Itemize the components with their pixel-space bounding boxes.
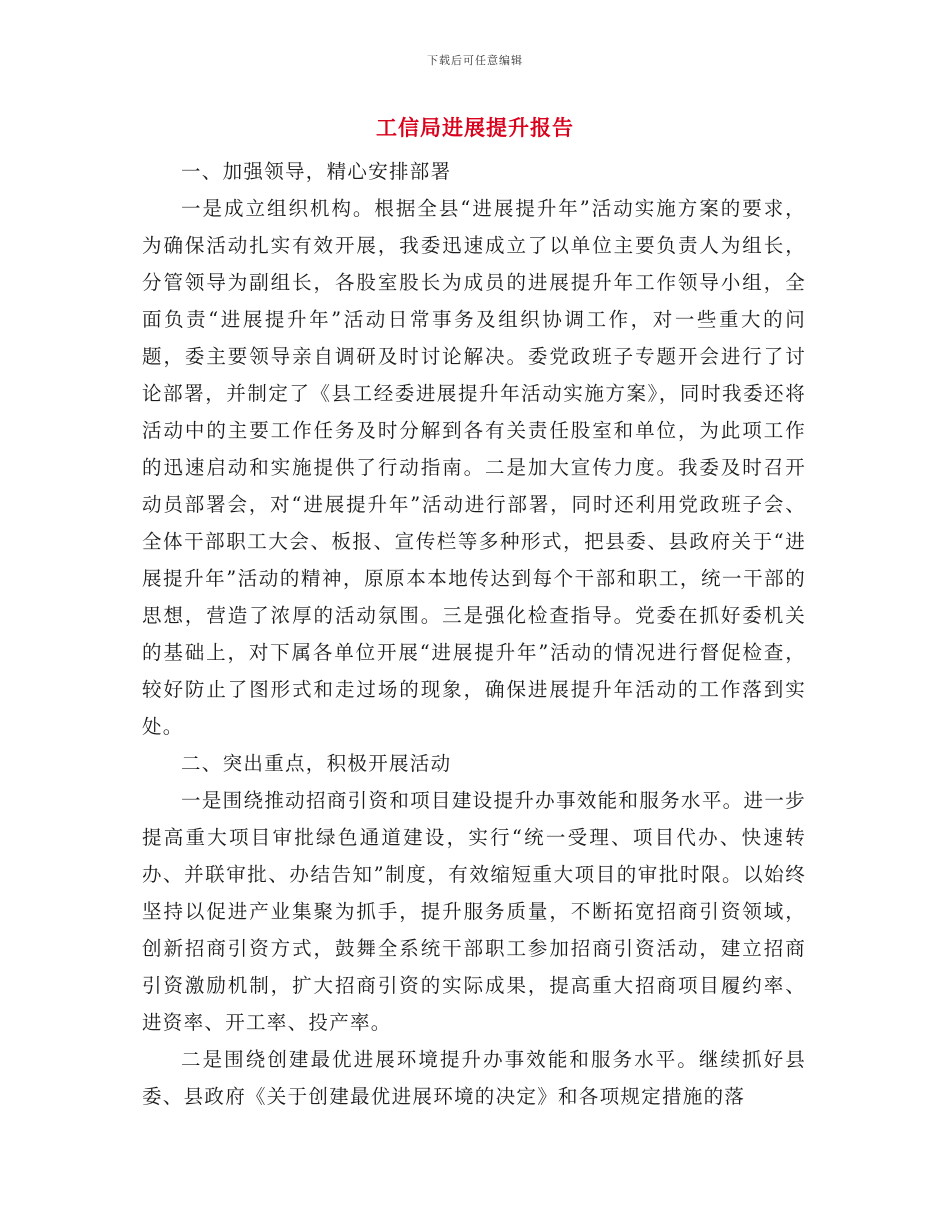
- paragraph-3: 二是围绕创建最优进展环境提升办事效能和服务水平。继续抓好县委、县政府《关于创建最优进展环境的决定》和各项规定措施的落: [142, 1048, 806, 1108]
- section-heading-1: 一、加强领导，精心安排部署: [181, 160, 452, 183]
- section-heading-2: 二、突出重点，积极开展活动: [181, 752, 452, 775]
- document-body: [142, 153, 806, 1115]
- paragraph-2: 一是围绕推动招商引资和项目建设提升办事效能和服务水平。进一步提高重大项目审批绿色通道建设，实行“统一受理、项目代办、快速转办、并联审批、办结告知”制度，有效缩短重大项目的审批时限。以始终坚持以促进产业集聚为抓手，提升服务质量，不断拓宽招商引资领域，创新招商引资方式，鼓舞全系统干部职工参加招商引资活动，建立招商引资激励机制，扩大招商引资的实际成果，提高重大招商项目履约率、进资率、开工率、投产率。: [142, 789, 806, 1034]
- document-title: 工信局进展提升报告: [376, 115, 574, 140]
- paragraph-1: 一是成立组织机构。根据全县“进展提升年”活动实施方案的要求，为确保活动扎实有效开展，我委迅速成立了以单位主要负责人为组长，分管领导为副组长，各股室股长为成员的进展提升年工作领导小组，全面负责“进展提升年”活动日常事务及组织协调工作，对一些重大的问题，委主要领导亲自调研及时讨论解决。委党政班子专题开会进行了讨论部署，并制定了《县工经委进展提升年活动实施方案》，同时我委还将活动中的主要工作任务及时分解到各有关责任股室和单位，为此项工作的迅速启动和实施提供了行动指南。二是加大宣传力度。我委及时召开动员部署会，对“进展提升年”活动进行部署，同时还利用党政班子会、全体干部职工大会、板报、宣传栏等多种形式，把县委、县政府关于“进展提升年”活动的精神，原原本本地传达到每个干部和职工，统一干部的思想，营造了浓厚的活动氛围。三是强化检查指导。党委在抓好委机关的基础上，对下属各单位开展“进展提升年”活动的情况进行督促检查，较好防止了图形式和走过场的现象，确保进展提升年活动的工作落到实处。: [142, 197, 806, 738]
- page-header-note: 下载后可任意编辑: [427, 54, 523, 67]
